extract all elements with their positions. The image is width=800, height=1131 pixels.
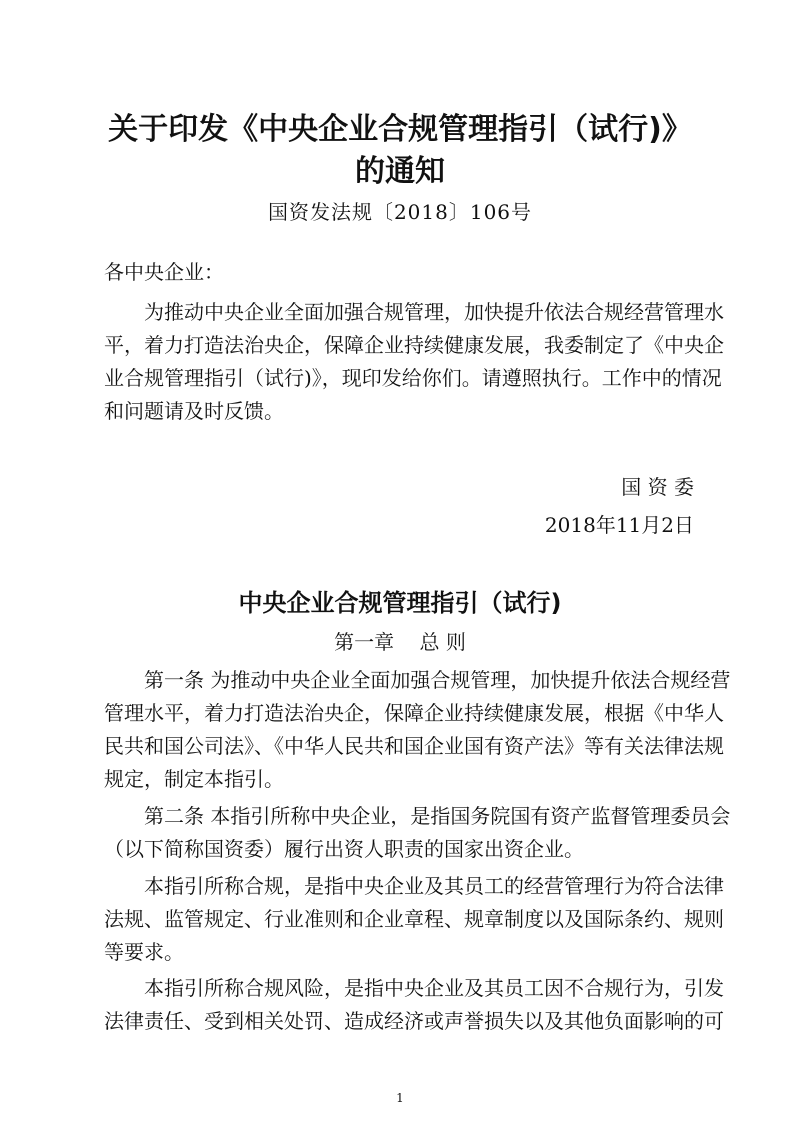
risk-line: 本指引所称合规风险，是指中央企业及其员工因不合规行为，引发 <box>144 976 724 1000</box>
risk-line: 法律责任、受到相关处罚、造成经济或声誉损失以及其他负面影响的可 <box>104 1009 724 1033</box>
notice-body-line: 平，着力打造法治央企，保障企业持续健康发展，我委制定了《中央企 <box>104 333 724 357</box>
notice-title-line1: 关于印发《中央企业合规管理指引（试行)》 <box>108 112 692 147</box>
document-number: 国资发法规〔2018〕106号 <box>267 200 533 224</box>
signature: 国 资 委 <box>621 475 694 499</box>
notice-body-line: 业合规管理指引（试行)》，现印发给你们。请遵照执行。工作中的情况 <box>104 366 722 390</box>
salutation-text: 各中央企业： <box>104 260 224 284</box>
article-1-line: 规定，制定本指引。 <box>104 767 284 791</box>
article-1-line: 管理水平，着力打造法治央企，保障企业持续健康发展，根据《中华人 <box>104 701 724 725</box>
article-2 <box>104 800 731 866</box>
salutation <box>104 256 696 289</box>
guideline-title: 中央企业合规管理指引（试行) <box>238 589 562 617</box>
article-1-line: 第一条 为推动中央企业全面加强合规管理，加快提升依法合规经营 <box>144 668 731 692</box>
chapter-heading: 第一章 总 则 <box>334 630 466 654</box>
issue-date: 2018年11月2日 <box>544 513 694 537</box>
article-1 <box>104 664 731 796</box>
compliance-line: 等要求。 <box>104 940 184 964</box>
compliance-definition <box>104 870 724 969</box>
compliance-line: 本指引所称合规，是指中央企业及其员工的经营管理行为符合法律 <box>144 874 724 898</box>
compliance-line: 法规、监管规定、行业准则和企业章程、规章制度以及国际条约、规则 <box>104 907 724 931</box>
notice-title-line2: 的通知 <box>355 154 445 189</box>
article-2-line: 第二条 本指引所称中央企业，是指国务院国有资产监督管理委员会 <box>144 804 731 828</box>
compliance-risk-definition <box>104 972 724 1038</box>
notice-body-line: 和问题请及时反馈。 <box>104 399 284 423</box>
page-number: 1 <box>396 1091 404 1105</box>
notice-body-line: 为推动中央企业全面加强合规管理，加快提升依法合规经营管理水 <box>144 300 724 324</box>
notice-body <box>104 296 724 428</box>
article-1-line: 民共和国公司法》、《中华人民共和国企业国有资产法》等有关法律法规 <box>104 734 724 758</box>
article-2-line: （以下简称国资委）履行出资人职责的国家出资企业。 <box>104 837 584 861</box>
